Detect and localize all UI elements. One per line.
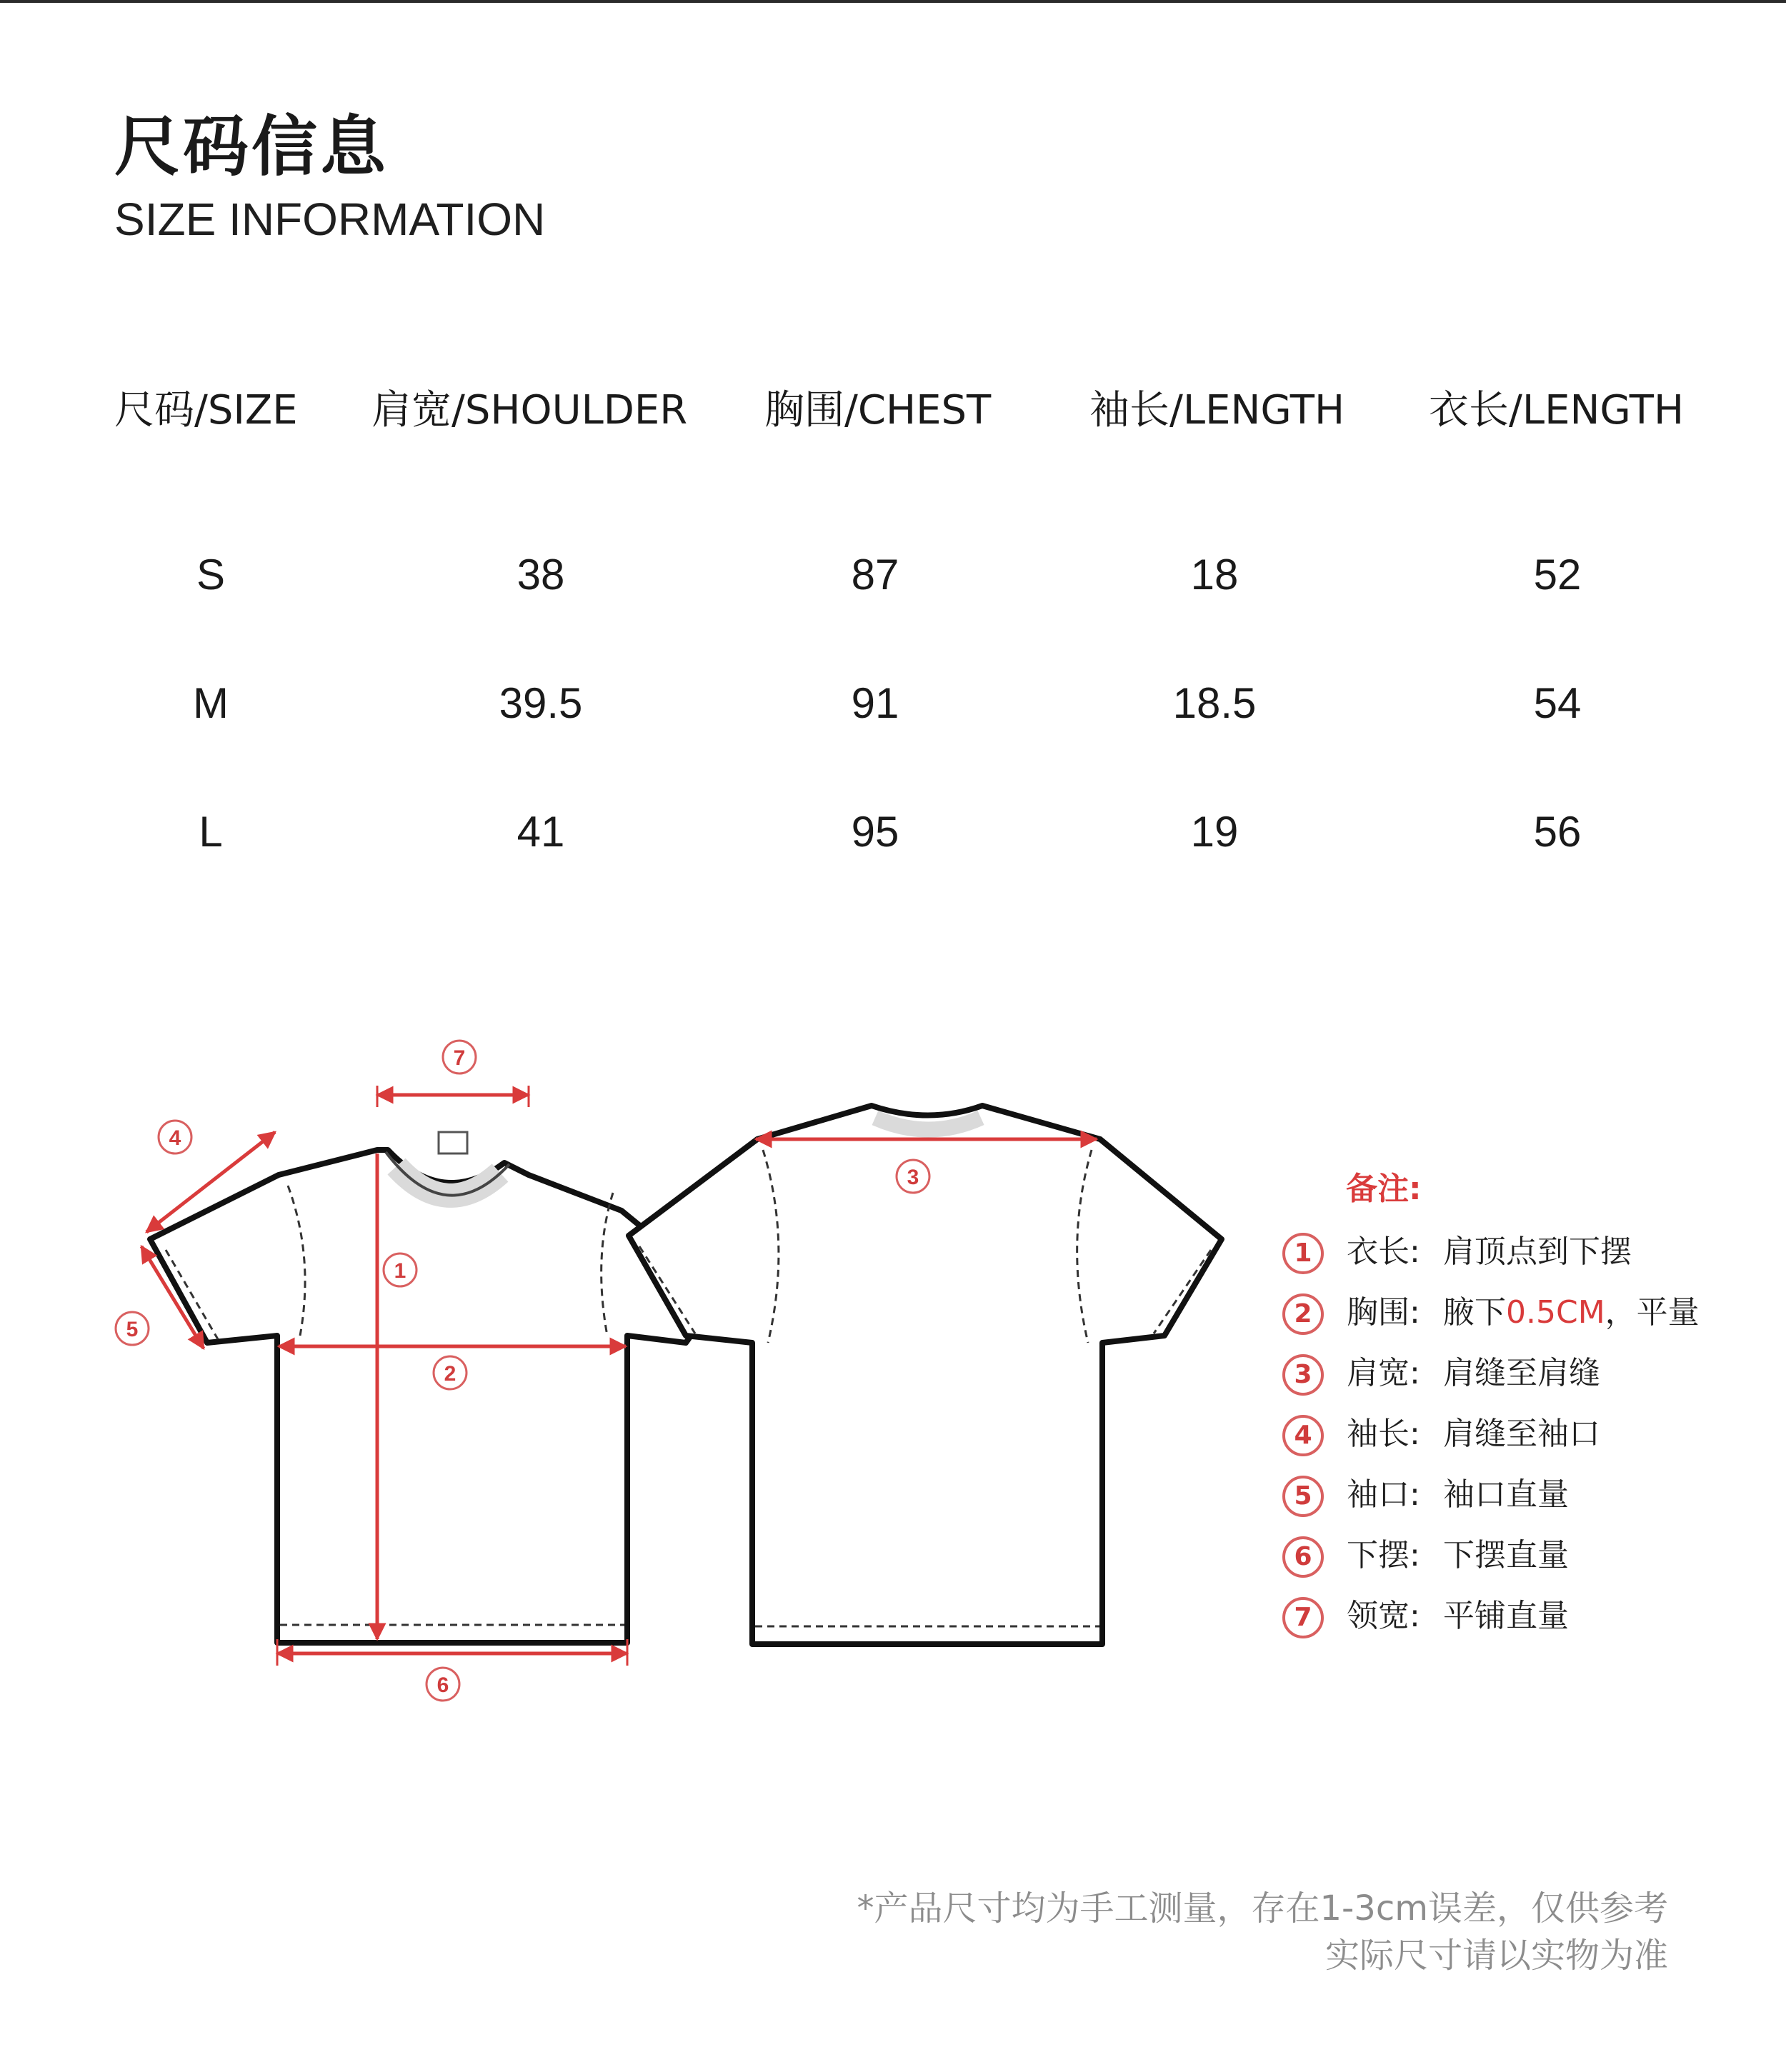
note-number-3: 3 — [1282, 1354, 1324, 1396]
marker-7-label: 7 — [453, 1046, 466, 1070]
note-desc — [1443, 1288, 1700, 1338]
cell-length-l: 56 — [1533, 808, 1582, 856]
notes-title: 备注: — [1346, 1171, 1422, 1207]
disclaimer-line-1: *产品尺寸均为手工测量，存在1-3cm误差，仅供参考 — [857, 1888, 1668, 1928]
note-number-7: 7 — [1282, 1597, 1324, 1638]
note-desc: 平铺直量 — [1443, 1598, 1569, 1634]
note-desc: 下摆直量 — [1443, 1537, 1569, 1573]
note-name: 肩宽: — [1347, 1355, 1420, 1391]
cell-size-m: M — [193, 679, 229, 727]
marker-3-label: 3 — [907, 1166, 919, 1189]
page-subtitle: SIZE INFORMATION — [114, 194, 546, 245]
cell-sleeve-m: 18.5 — [1172, 679, 1257, 727]
cell-shoulder-l: 41 — [517, 808, 565, 856]
marker-2-label: 2 — [444, 1362, 457, 1386]
header-chest: 胸围/CHEST — [764, 387, 992, 434]
marker-1-label: 1 — [394, 1259, 406, 1283]
note-number-1: 1 — [1282, 1233, 1324, 1274]
cell-chest-l: 95 — [851, 808, 899, 856]
header-shoulder: 肩宽/SHOULDER — [371, 387, 688, 434]
note-name: 领宽: — [1347, 1598, 1420, 1634]
note-desc: 肩缝至袖口 — [1443, 1416, 1600, 1452]
tshirt-measurement-diagram — [0, 986, 1257, 1743]
note-desc-post: ，平量 — [1605, 1294, 1700, 1331]
note-number-4: 4 — [1282, 1415, 1324, 1456]
marker-5-label: 5 — [126, 1318, 139, 1341]
top-divider — [0, 0, 1786, 3]
note-desc: 肩缝至肩缝 — [1443, 1355, 1600, 1391]
note-number-6: 6 — [1282, 1536, 1324, 1578]
note-desc: 肩顶点到下摆 — [1443, 1233, 1632, 1270]
cell-chest-s: 87 — [851, 551, 899, 599]
note-number-2: 2 — [1282, 1293, 1324, 1335]
note-number-5: 5 — [1282, 1476, 1324, 1517]
cell-sleeve-s: 18 — [1190, 551, 1239, 599]
header-sleeve-length: 袖长/LENGTH — [1089, 387, 1345, 434]
tshirt-front-outline — [150, 1132, 722, 1643]
cell-chest-m: 91 — [851, 679, 899, 727]
note-name: 袖口: — [1347, 1476, 1420, 1513]
page-title: 尺码信息 — [114, 109, 389, 185]
note-name: 袖长: — [1347, 1416, 1420, 1452]
marker-6-label: 6 — [436, 1673, 449, 1697]
note-desc-pre: 腋下 — [1443, 1294, 1506, 1331]
header-size: 尺码/SIZE — [114, 387, 298, 434]
note-name: 下摆: — [1347, 1537, 1420, 1573]
cell-size-s: S — [196, 551, 226, 599]
cell-length-s: 52 — [1533, 551, 1582, 599]
cell-size-l: L — [199, 808, 223, 856]
cell-shoulder-m: 39.5 — [499, 679, 583, 727]
disclaimer-line-2: 实际尺寸请以实物为准 — [1324, 1936, 1668, 1976]
cell-sleeve-l: 19 — [1190, 808, 1239, 856]
note-desc-highlight: 0.5CM — [1506, 1294, 1605, 1331]
note-desc: 袖口直量 — [1443, 1476, 1569, 1513]
cell-length-m: 54 — [1533, 679, 1582, 727]
cell-shoulder-s: 38 — [517, 551, 565, 599]
note-name: 胸围: — [1347, 1294, 1420, 1331]
header-body-length: 衣长/LENGTH — [1429, 387, 1685, 434]
marker-4-label: 4 — [169, 1126, 181, 1150]
note-name: 衣长: — [1347, 1233, 1420, 1270]
